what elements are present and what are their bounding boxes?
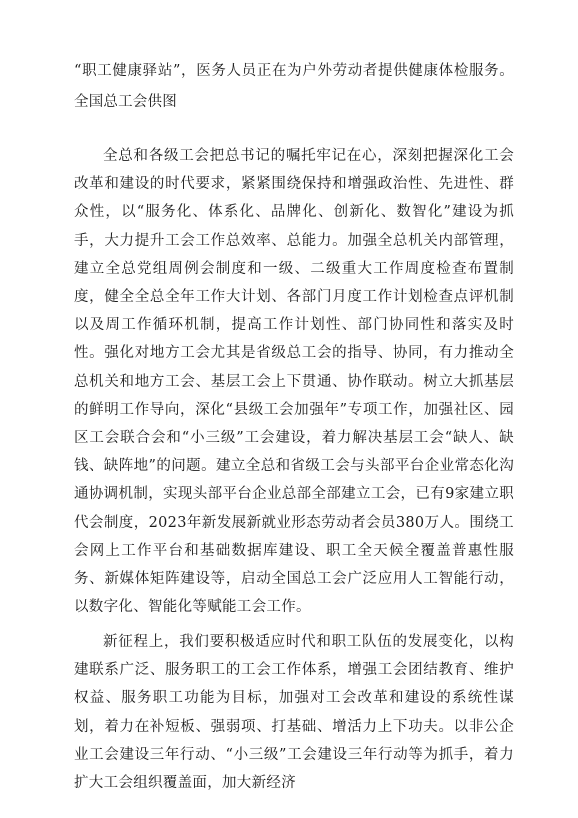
body-paragraph-1: 全总和各级工会把总书记的嘱托牢记在心，深刻把握深化工会改革和建设的时代要求，紧紧围绕保持和增强政治性、先进性、群众性，以“服务化、体系化、品牌化、创新化、数智化”建设为抓手，大力提升工会工作总效率、总能力。加强全总机关内部管理，建立全总党组周例会制度和一级、二级重大工作周度检查布置制度，健全全总全年工作大计划、各部门月度工作计划检查点评机制以及周工作循环机制，提高工作计划性、部门协同性和落实及时性。强化对地方工会尤其是省级总工会的指导、协同，有力推动全总机关和地方工会、基层工会上下贯通、协作联动。树立大抓基层的鲜明工作导向，深化“县级工会加强年”专项工作，加强社区、园区工会联合会和“小三级”工会建设，着力解决基层工会“缺人、缺钱、缺阵地”的问题。建立全总和省级工会与头部平台企业常态化沟通协调机制，实现头部平台企业总部全部建立工会，已有9家建立职代会制度，2023年新发展新就业形态劳动者会员380万人。围绕工会网上工作平台和基础数据库建设、职工全天候全覆盖普惠性服务、新媒体矩阵建设等，启动全国总工会广泛应用人工智能行动，以数字化、智能化等赋能工会工作。 [74,148,514,616]
photo-caption: “职工健康驿站”，医务人员正在为户外劳动者提供健康体检服务。 全国总工会供图 [74,63,514,110]
body-paragraph-2: 新征程上，我们要积极适应时代和职工队伍的发展变化，以构建联系广泛、服务职工的工会工作体系，增强工会团结教育、维护权益、服务职工功能为目标，加强对工会改革和建设的系统性谋划，着力在补短板、强弱项、打基础、增活力上下功夫。以非公企业工会建设三年行动、“小三级”工会建设三年行动等为抓手，着力扩大工会组织覆盖面，加大新经济 [74,634,514,792]
